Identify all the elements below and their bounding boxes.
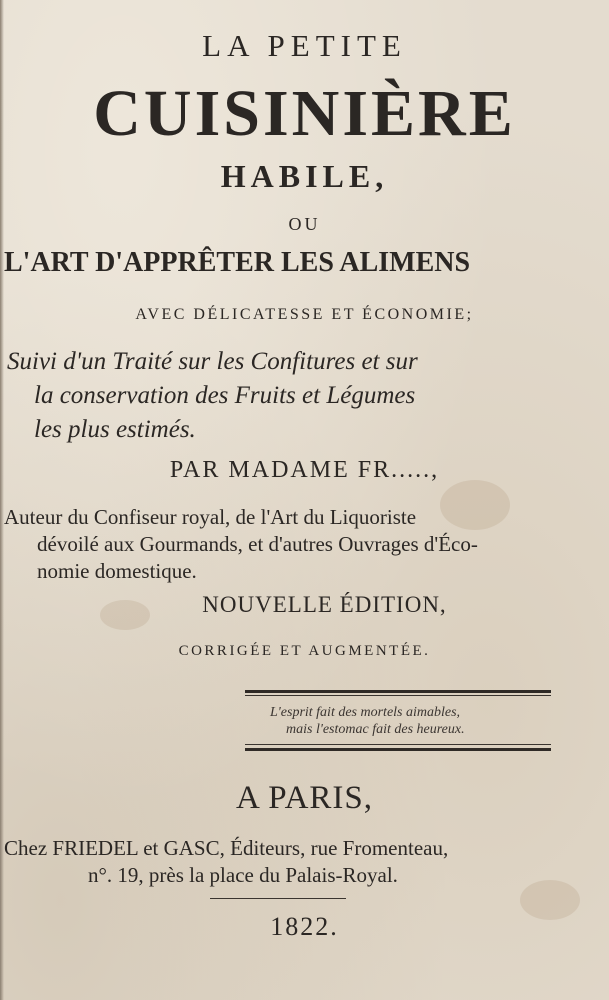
- epigraph-top-rule-thin: [245, 695, 551, 696]
- edition-note: CORRIGÉE ET AUGMENTÉE.: [178, 643, 431, 659]
- subtitle-line: la conservation des Fruits et Légumes: [34, 382, 416, 409]
- imprint-year: 1822.: [270, 912, 339, 941]
- epigraph-line: L'esprit fait des mortels aimables,: [270, 705, 461, 720]
- author-description-line: nomie domestique.: [37, 559, 197, 583]
- paper-stain: [440, 480, 510, 530]
- epigraph-bottom-rule-thin: [245, 744, 551, 745]
- epigraph-line: mais l'estomac fait des heureux.: [286, 722, 465, 737]
- author-description-line: dévoilé aux Gourmands, et d'autres Ouvrages d'Éco-: [37, 532, 478, 556]
- title-line-art: L'ART D'APPRÊTER LES ALIMENS: [4, 247, 471, 278]
- title-line-cuisiniere: CUISINIÈRE: [93, 77, 516, 150]
- edition-label: NOUVELLE ÉDITION,: [202, 592, 447, 617]
- author-byline: PAR MADAME FR.....,: [169, 457, 440, 483]
- imprint-publisher-line: n°. 19, près la place du Palais-Royal.: [88, 863, 398, 887]
- imprint-publisher-line: Chez FRIEDEL et GASC, Éditeurs, rue Fromenteau,: [4, 836, 449, 860]
- subtitle-line: Suivi d'un Traité sur les Confitures et sur: [7, 348, 418, 375]
- title-line-la-petite: LA PETITE: [202, 28, 407, 63]
- title-line-habile: HABILE,: [220, 158, 389, 194]
- epigraph-bottom-rule: [245, 748, 551, 751]
- subtitle-line: les plus estimés.: [34, 416, 196, 443]
- title-line-avec: AVEC DÉLICATESSE ET ÉCONOMIE;: [135, 306, 474, 323]
- imprint-place: A PARIS,: [235, 780, 374, 816]
- imprint-rule: [210, 898, 346, 899]
- epigraph-top-rule: [245, 690, 551, 693]
- author-description-line: Auteur du Confiseur royal, de l'Art du Liquoriste: [4, 505, 417, 529]
- title-connector-ou: OU: [288, 214, 321, 234]
